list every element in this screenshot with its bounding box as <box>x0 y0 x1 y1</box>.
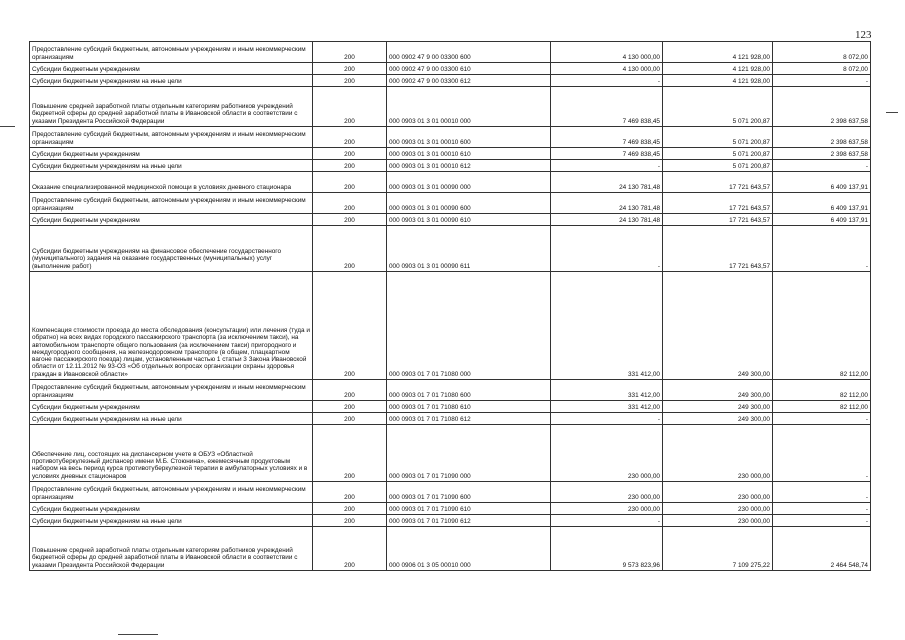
row-name: Субсидии бюджетным учреждениям <box>30 401 313 413</box>
row-classification: 000 0903 01 3 01 00090 610 <box>387 214 551 226</box>
page-number: 123 <box>855 29 872 41</box>
row-code: 200 <box>313 160 387 172</box>
row-col3: - <box>773 160 871 172</box>
row-col2: 230 000,00 <box>663 503 773 515</box>
row-col1: - <box>551 515 663 527</box>
row-code: 200 <box>313 527 387 571</box>
row-col1: - <box>551 226 663 272</box>
row-classification: 000 0903 01 3 01 00010 612 <box>387 160 551 172</box>
row-name: Субсидии бюджетным учреждениям на иные цели <box>30 75 313 87</box>
row-code: 200 <box>313 214 387 226</box>
row-name: Предоставление субсидий бюджетным, автономным учреждениям и иным некоммерческим организациям <box>30 482 313 503</box>
row-col1: 230 000,00 <box>551 503 663 515</box>
row-col1: 24 130 781,48 <box>551 214 663 226</box>
row-name: Предоставление субсидий бюджетным, автономным учреждениям и иным некоммерческим организациям <box>30 127 313 148</box>
row-col2: 7 109 275,22 <box>663 527 773 571</box>
row-col3: - <box>773 515 871 527</box>
row-classification: 000 0903 01 7 01 71090 600 <box>387 482 551 503</box>
table-row <box>30 527 871 571</box>
row-col1: 4 130 000,00 <box>551 63 663 75</box>
row-col2: 17 721 643,57 <box>663 214 773 226</box>
row-code: 200 <box>313 75 387 87</box>
row-code: 200 <box>313 380 387 401</box>
row-col1: 9 573 823,96 <box>551 527 663 571</box>
row-name: Субсидии бюджетным учреждениям на иные цели <box>30 515 313 527</box>
row-name: Оказание специализированной медицинской помощи в условиях дневного стационара <box>30 172 313 193</box>
table-row <box>30 482 871 503</box>
row-name: Повышение средней заработной платы отдельным категориям работников учреждений бюджетной сферы до средней заработной платы в Ивановской области в соответствии с указами Президента Российской Федерации <box>30 527 313 571</box>
row-col2: 4 121 928,00 <box>663 75 773 87</box>
row-name: Предоставление субсидий бюджетным, автономным учреждениям и иным некоммерческим организациям <box>30 193 313 214</box>
row-col1: 331 412,00 <box>551 272 663 380</box>
bottom-margin-mark <box>118 634 158 635</box>
row-code: 200 <box>313 425 387 482</box>
right-margin-mark <box>886 112 898 113</box>
row-col3: - <box>773 425 871 482</box>
row-classification: 000 0903 01 7 01 71090 000 <box>387 425 551 482</box>
row-code: 200 <box>313 193 387 214</box>
row-col3: 6 409 137,91 <box>773 172 871 193</box>
row-col3: 6 409 137,91 <box>773 193 871 214</box>
budget-table <box>29 41 871 571</box>
row-classification: 000 0903 01 3 01 00090 000 <box>387 172 551 193</box>
row-col2: 17 721 643,57 <box>663 172 773 193</box>
row-classification: 000 0903 01 3 01 00090 611 <box>387 226 551 272</box>
row-col1: - <box>551 413 663 425</box>
row-name: Предоставление субсидий бюджетным, автономным учреждениям и иным некоммерческим организациям <box>30 380 313 401</box>
row-name: Повышение средней заработной платы отдельным категориям работников учреждений бюджетной сферы до средней заработной платы в Ивановской области в соответствии с указами Президента Российской Федерации <box>30 87 313 127</box>
row-classification: 000 0903 01 7 01 71090 612 <box>387 515 551 527</box>
row-col3: 2 464 548,74 <box>773 527 871 571</box>
row-code: 200 <box>313 401 387 413</box>
row-code: 200 <box>313 127 387 148</box>
row-classification: 000 0902 47 9 00 03300 610 <box>387 63 551 75</box>
row-col2: 5 071 200,87 <box>663 87 773 127</box>
row-code: 200 <box>313 272 387 380</box>
table-body <box>30 42 871 571</box>
row-classification: 000 0903 01 7 01 71080 610 <box>387 401 551 413</box>
table-row <box>30 425 871 482</box>
row-col2: 230 000,00 <box>663 482 773 503</box>
row-col1: 7 469 838,45 <box>551 127 663 148</box>
row-col3: - <box>773 226 871 272</box>
row-col3: 2 398 637,58 <box>773 148 871 160</box>
row-col2: 5 071 200,87 <box>663 160 773 172</box>
row-col3: 8 072,00 <box>773 63 871 75</box>
row-name: Субсидии бюджетным учреждениям на иные цели <box>30 160 313 172</box>
row-col1: 24 130 781,48 <box>551 193 663 214</box>
table-row <box>30 503 871 515</box>
table-row <box>30 226 871 272</box>
table-row <box>30 148 871 160</box>
row-classification: 000 0903 01 7 01 71080 600 <box>387 380 551 401</box>
row-col3: - <box>773 482 871 503</box>
row-name: Субсидии бюджетным учреждениям <box>30 214 313 226</box>
table-row <box>30 127 871 148</box>
row-code: 200 <box>313 42 387 63</box>
row-classification: 000 0903 01 3 01 00090 600 <box>387 193 551 214</box>
row-classification: 000 0902 47 9 00 03300 600 <box>387 42 551 63</box>
row-col2: 249 300,00 <box>663 272 773 380</box>
row-col3: 2 398 637,58 <box>773 127 871 148</box>
row-code: 200 <box>313 413 387 425</box>
row-col1: 7 469 838,45 <box>551 87 663 127</box>
row-name: Субсидии бюджетным учреждениям на финансовое обеспечение государственного (муниципального) задания на оказание государственных (муниципальных) услуг (выполнение работ) <box>30 226 313 272</box>
table-row <box>30 63 871 75</box>
row-col3: 8 072,00 <box>773 42 871 63</box>
row-col3: 2 398 637,58 <box>773 87 871 127</box>
row-col3: - <box>773 413 871 425</box>
row-col1: - <box>551 160 663 172</box>
row-col1: 4 130 000,00 <box>551 42 663 63</box>
table-row <box>30 515 871 527</box>
row-code: 200 <box>313 87 387 127</box>
row-classification: 000 0903 01 7 01 71090 610 <box>387 503 551 515</box>
table-row <box>30 87 871 127</box>
row-classification: 000 0902 47 9 00 03300 612 <box>387 75 551 87</box>
row-col1: 24 130 781,48 <box>551 172 663 193</box>
row-classification: 000 0903 01 3 01 00010 000 <box>387 87 551 127</box>
row-col2: 249 300,00 <box>663 401 773 413</box>
row-col2: 5 071 200,87 <box>663 127 773 148</box>
row-col2: 17 721 643,57 <box>663 226 773 272</box>
row-name: Субсидии бюджетным учреждениям на иные цели <box>30 413 313 425</box>
row-col3: 82 112,00 <box>773 272 871 380</box>
row-col2: 4 121 928,00 <box>663 42 773 63</box>
row-classification: 000 0903 01 3 01 00010 610 <box>387 148 551 160</box>
table-row <box>30 214 871 226</box>
row-col3: - <box>773 75 871 87</box>
table-row <box>30 401 871 413</box>
table-row <box>30 75 871 87</box>
row-col2: 5 071 200,87 <box>663 148 773 160</box>
table-row <box>30 413 871 425</box>
row-code: 200 <box>313 148 387 160</box>
table-row <box>30 272 871 380</box>
row-name: Предоставление субсидий бюджетным, автономным учреждениям и иным некоммерческим организациям <box>30 42 313 63</box>
row-col1: 331 412,00 <box>551 380 663 401</box>
row-classification: 000 0903 01 3 01 00010 600 <box>387 127 551 148</box>
row-classification: 000 0906 01 3 05 00010 000 <box>387 527 551 571</box>
row-code: 200 <box>313 503 387 515</box>
row-code: 200 <box>313 63 387 75</box>
row-col2: 249 300,00 <box>663 380 773 401</box>
row-classification: 000 0903 01 7 01 71080 612 <box>387 413 551 425</box>
row-col2: 230 000,00 <box>663 515 773 527</box>
table-row <box>30 172 871 193</box>
row-classification: 000 0903 01 7 01 71080 000 <box>387 272 551 380</box>
row-code: 200 <box>313 482 387 503</box>
table-row <box>30 193 871 214</box>
row-col1: 230 000,00 <box>551 482 663 503</box>
table-row <box>30 380 871 401</box>
row-code: 200 <box>313 226 387 272</box>
row-code: 200 <box>313 515 387 527</box>
table-row <box>30 42 871 63</box>
row-col3: - <box>773 503 871 515</box>
row-name: Субсидии бюджетным учреждениям <box>30 148 313 160</box>
row-col1: - <box>551 75 663 87</box>
row-name: Субсидии бюджетным учреждениям <box>30 503 313 515</box>
row-col3: 82 112,00 <box>773 401 871 413</box>
row-col2: 4 121 928,00 <box>663 63 773 75</box>
left-margin-mark <box>0 126 15 127</box>
row-col2: 230 000,00 <box>663 425 773 482</box>
row-col1: 230 000,00 <box>551 425 663 482</box>
table-row <box>30 160 871 172</box>
row-col3: 6 409 137,91 <box>773 214 871 226</box>
row-name: Обеспечение лиц, состоящих на диспансерном учете в ОБУЗ «Областной противотуберкулезный диспансер имени М.Б. Стоюнина», ежемесячным продуктовым набором на весь период курса противотуберкулезной терапии в амбулаторных условиях и в условиях дневных стационаров <box>30 425 313 482</box>
row-code: 200 <box>313 172 387 193</box>
row-col3: 82 112,00 <box>773 380 871 401</box>
row-col1: 7 469 838,45 <box>551 148 663 160</box>
row-col2: 17 721 643,57 <box>663 193 773 214</box>
row-col1: 331 412,00 <box>551 401 663 413</box>
row-name: Субсидии бюджетным учреждениям <box>30 63 313 75</box>
row-name: Компенсация стоимости проезда до места обследования (консультации) или лечения (туда и обратно) на всех видах городского пассажирского транспорта (за исключением такси), на автомобильном транспорте общего пользования (за исключением такси) пригородного и междугородного сообщения, на железнодорожном транспорте (в общем, плацкартном вагоне пассажирского поезда) лицам, установленным частью 1 статьи 3 Закона Ивановской области от 12.11.2012 № 93-ОЗ «Об отдельных вопросах организации охраны здоровья граждан в Ивановской области» <box>30 272 313 380</box>
row-col2: 249 300,00 <box>663 413 773 425</box>
